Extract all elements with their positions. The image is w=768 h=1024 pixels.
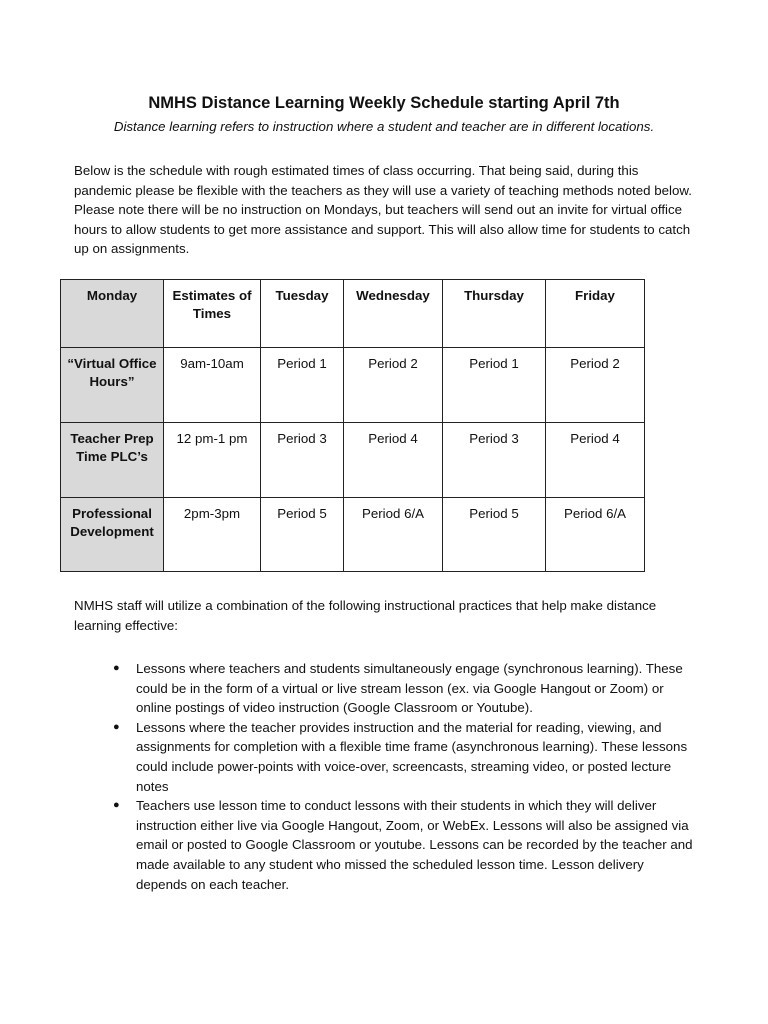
header-cell: Estimates of Times [164, 280, 261, 348]
table-cell: Period 4 [546, 423, 645, 498]
bullet-icon: ● [113, 799, 120, 812]
header-cell: Monday [61, 280, 164, 348]
table-cell: Period 3 [261, 423, 344, 498]
header-cell: Thursday [443, 280, 546, 348]
row-label-cell: Professional Development [61, 498, 164, 572]
table-row [61, 423, 645, 498]
table-cell: 9am-10am [164, 348, 261, 423]
row-label-cell: “Virtual Office Hours” [61, 348, 164, 423]
intro-paragraph: Below is the schedule with rough estimated times of class occurring. That being said, during this pandemic please be flexible with the teachers as they will use a variety of teaching methods noted below. Please note there will be no instruction on Mondays, but teachers will send out an invite for virtual office hours to allow students to get more assistance and support. This will also allow time for students to catch up on assignments. [74, 163, 692, 257]
table-row [61, 348, 645, 423]
table-cell: Period 5 [261, 498, 344, 572]
table-cell: Period 3 [443, 423, 546, 498]
table-cell: Period 4 [344, 423, 443, 498]
list-item [113, 796, 696, 894]
practices-list [113, 659, 696, 894]
table-cell: Period 1 [261, 348, 344, 423]
list-item-text: Lessons where the teacher provides instruction and the material for reading, viewing, and assignments for completion with a flexible time frame (asynchronous learning). These lessons could include power-points with voice-over, screencasts, streaming video, or posted lecture notes [136, 719, 688, 794]
header-cell: Wednesday [344, 280, 443, 348]
header-cell: Tuesday [261, 280, 344, 348]
table-cell: Period 1 [443, 348, 546, 423]
table-cell: Period 6/A [344, 498, 443, 572]
page-title: NMHS Distance Learning Weekly Schedule starting April 7th [148, 94, 620, 112]
list-item-text: Lessons where teachers and students simultaneously engage (synchronous learning). These could be in the form of a virtual or live stream lesson (ex. via Google Hangout or Zoom) or online postings of video instruction (Google Classroom or Youtube). [136, 661, 683, 716]
table-header-row [61, 280, 645, 348]
list-item-text: Teachers use lesson time to conduct lessons with their students in which they will deliver instruction either live via Google Hangout, Zoom, or WebEx. Lessons will also be assigned via email or posted to Google Classroom or youtube. Lessons can be recorded by the teacher and made available to any student who missed the scheduled lesson time. Lesson delivery depends on each teacher. [136, 798, 693, 892]
table-cell: 12 pm-1 pm [164, 423, 261, 498]
table-cell: Period 6/A [546, 498, 645, 572]
header-cell: Friday [546, 280, 645, 348]
list-item [113, 718, 696, 796]
page-subtitle: Distance learning refers to instruction where a student and teacher are in different locations. [113, 119, 655, 134]
table-cell: 2pm-3pm [164, 498, 261, 572]
bullet-icon: ● [113, 720, 120, 733]
schedule-table [60, 279, 645, 572]
table-cell: Period 2 [546, 348, 645, 423]
table-cell: Period 2 [344, 348, 443, 423]
table-row [61, 498, 645, 572]
bullet-icon: ● [113, 662, 120, 674]
row-label-cell: Teacher Prep Time PLC’s [61, 423, 164, 498]
table-cell: Period 5 [443, 498, 546, 572]
list-item [113, 659, 696, 718]
practices-intro: NMHS staff will utilize a combination of the following instructional practices that help make distance learning effective: [74, 598, 657, 633]
